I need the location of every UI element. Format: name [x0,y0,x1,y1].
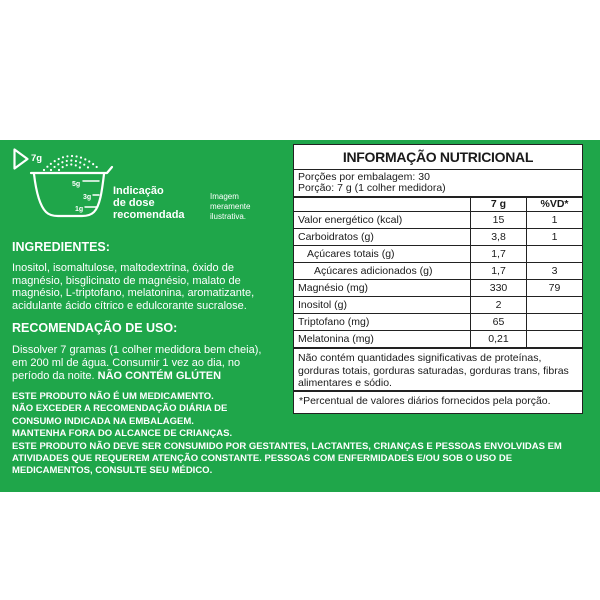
warning-line: CONSUMO INDICADA NA EMBALAGEM. [12,415,194,427]
nutrient-label: Inositol (g) [298,299,348,311]
table-row [294,297,582,314]
nutrient-label: Valor energético (kcal) [298,214,403,226]
measuring-scoop-icon [28,146,114,220]
daily-value-footnote: *Percentual de valores diários fornecidos pela porção. [299,395,551,407]
dose-amount-label: 7g [31,153,43,164]
nutrient-daily-value [526,297,582,313]
ingredient-line: acidulante ácido cítrico e edulcorante sucralose. [12,299,247,312]
table-row [294,263,582,280]
usage-line [12,370,261,383]
nutrient-daily-value [526,331,582,347]
mark-5g: 5g [72,181,81,188]
ingredients-text [12,262,254,312]
nutrient-amount: 330 [470,280,526,296]
mark-1g: 1g [75,206,84,213]
table-header-row [294,198,582,212]
note-line: gorduras totais, gorduras saturadas, gorduras trans, fibras [298,364,569,377]
usage-line: Dissolver 7 gramas (1 colher medidora bem cheia), [12,344,262,356]
table-row [294,314,582,331]
warning-line: ESTE PRODUTO NÃO É UM MEDICAMENTO. [12,391,214,402]
dose-caption [113,185,185,221]
table-row [294,280,582,297]
nutrient-label: Carboidratos (g) [298,231,374,243]
nutrient-amount: 3,8 [470,229,526,245]
nutrient-amount: 2 [470,297,526,313]
nutrient-label: Triptofano (mg) [298,316,370,328]
header-blank-cell [294,198,470,211]
warning-line: MEDICAMENTOS, CONSULTE SEU MÉDICO. [12,465,213,477]
nutrient-amount: 0,21 [470,331,526,347]
nutrition-title: INFORMAÇÃO NUTRICIONAL [294,145,582,170]
warning-line: ATIVIDADES QUE REQUEREM ATENÇÃO CONSTANTE. PESSOAS COM ENFERMIDADES E/OU SOB O USO DE [12,453,513,465]
nutrient-daily-value: 3 [526,263,582,279]
nutrient-label: Açúcares totais (g) [307,248,395,260]
ingredient-line: magnésio, L-triptofano, melatonina, aromatizante, [12,287,255,299]
usage-heading: RECOMENDAÇÃO DE USO: [12,321,178,335]
serving-size: Porção: 7 g (1 colher medidora) [298,182,446,194]
header-amount: 7 g [470,198,526,211]
nutrient-amount: 1,7 [470,246,526,262]
warning-line: ESTE PRODUTO NÃO DEVE SER CONSUMIDO POR GESTANTES, LACTANTES, CRIANÇAS E PESSOAS ENVOLVIDAS EM [12,440,562,452]
nutrient-label: Açúcares adicionados (g) [314,265,433,277]
nutrition-facts-table [293,144,583,414]
servings-per-package: Porções por embalagem: 30 [298,171,430,183]
mark-3g: 3g [83,194,92,201]
insignificant-amounts-note [294,349,582,392]
nutrient-daily-value: 79 [526,280,582,296]
ingredients-heading: INGREDIENTES: [12,240,110,254]
note-line: alimentares e sódio. [298,377,392,389]
nutrient-label: Magnésio (mg) [298,282,369,294]
table-row [294,331,582,349]
table-row [294,212,582,229]
image-note-line: ilustrativa. [210,212,247,221]
nutrient-amount: 1,7 [470,263,526,279]
ingredient-line: magnésio, bisglicinato de magnésio, malato de [12,274,241,287]
dose-caption-line: de dose [113,197,155,209]
nutrient-daily-value: 1 [526,229,582,245]
illustrative-image-note [210,192,250,222]
table-row [294,229,582,246]
usage-text [12,344,261,383]
image-note-line: meramente [210,202,251,211]
usage-line: em 200 ml de água. Consumir 1 vez ao dia, no [12,357,241,369]
header-daily-value: %VD* [526,198,582,211]
table-row [294,246,582,263]
image-note-line: Imagem [210,192,239,201]
gluten-free-notice: NÃO CONTÉM GLÚTEN [97,370,222,382]
nutrient-daily-value [526,246,582,262]
nutrient-daily-value [526,314,582,330]
usage-line-text: período da noite. [12,370,98,382]
note-line: Não contém quantidades significativas de proteínas, [298,352,542,364]
warning-line: MANTENHA FORA DO ALCANCE DE CRIANÇAS. [12,428,233,440]
serving-info [294,170,582,198]
nutrient-amount: 65 [470,314,526,330]
dose-caption-line: Indicação [113,185,164,197]
nutrient-amount: 15 [470,212,526,228]
nutrient-label: Melatonina (mg) [298,333,374,345]
warning-line: NÃO EXCEDER A RECOMENDAÇÃO DIÁRIA DE [12,403,228,415]
ingredient-line: Inositol, isomaltulose, maltodextrina, óxido de [12,262,234,274]
dose-caption-line: recomendada [113,209,185,221]
nutrient-daily-value: 1 [526,212,582,228]
powder-dots [44,156,100,170]
